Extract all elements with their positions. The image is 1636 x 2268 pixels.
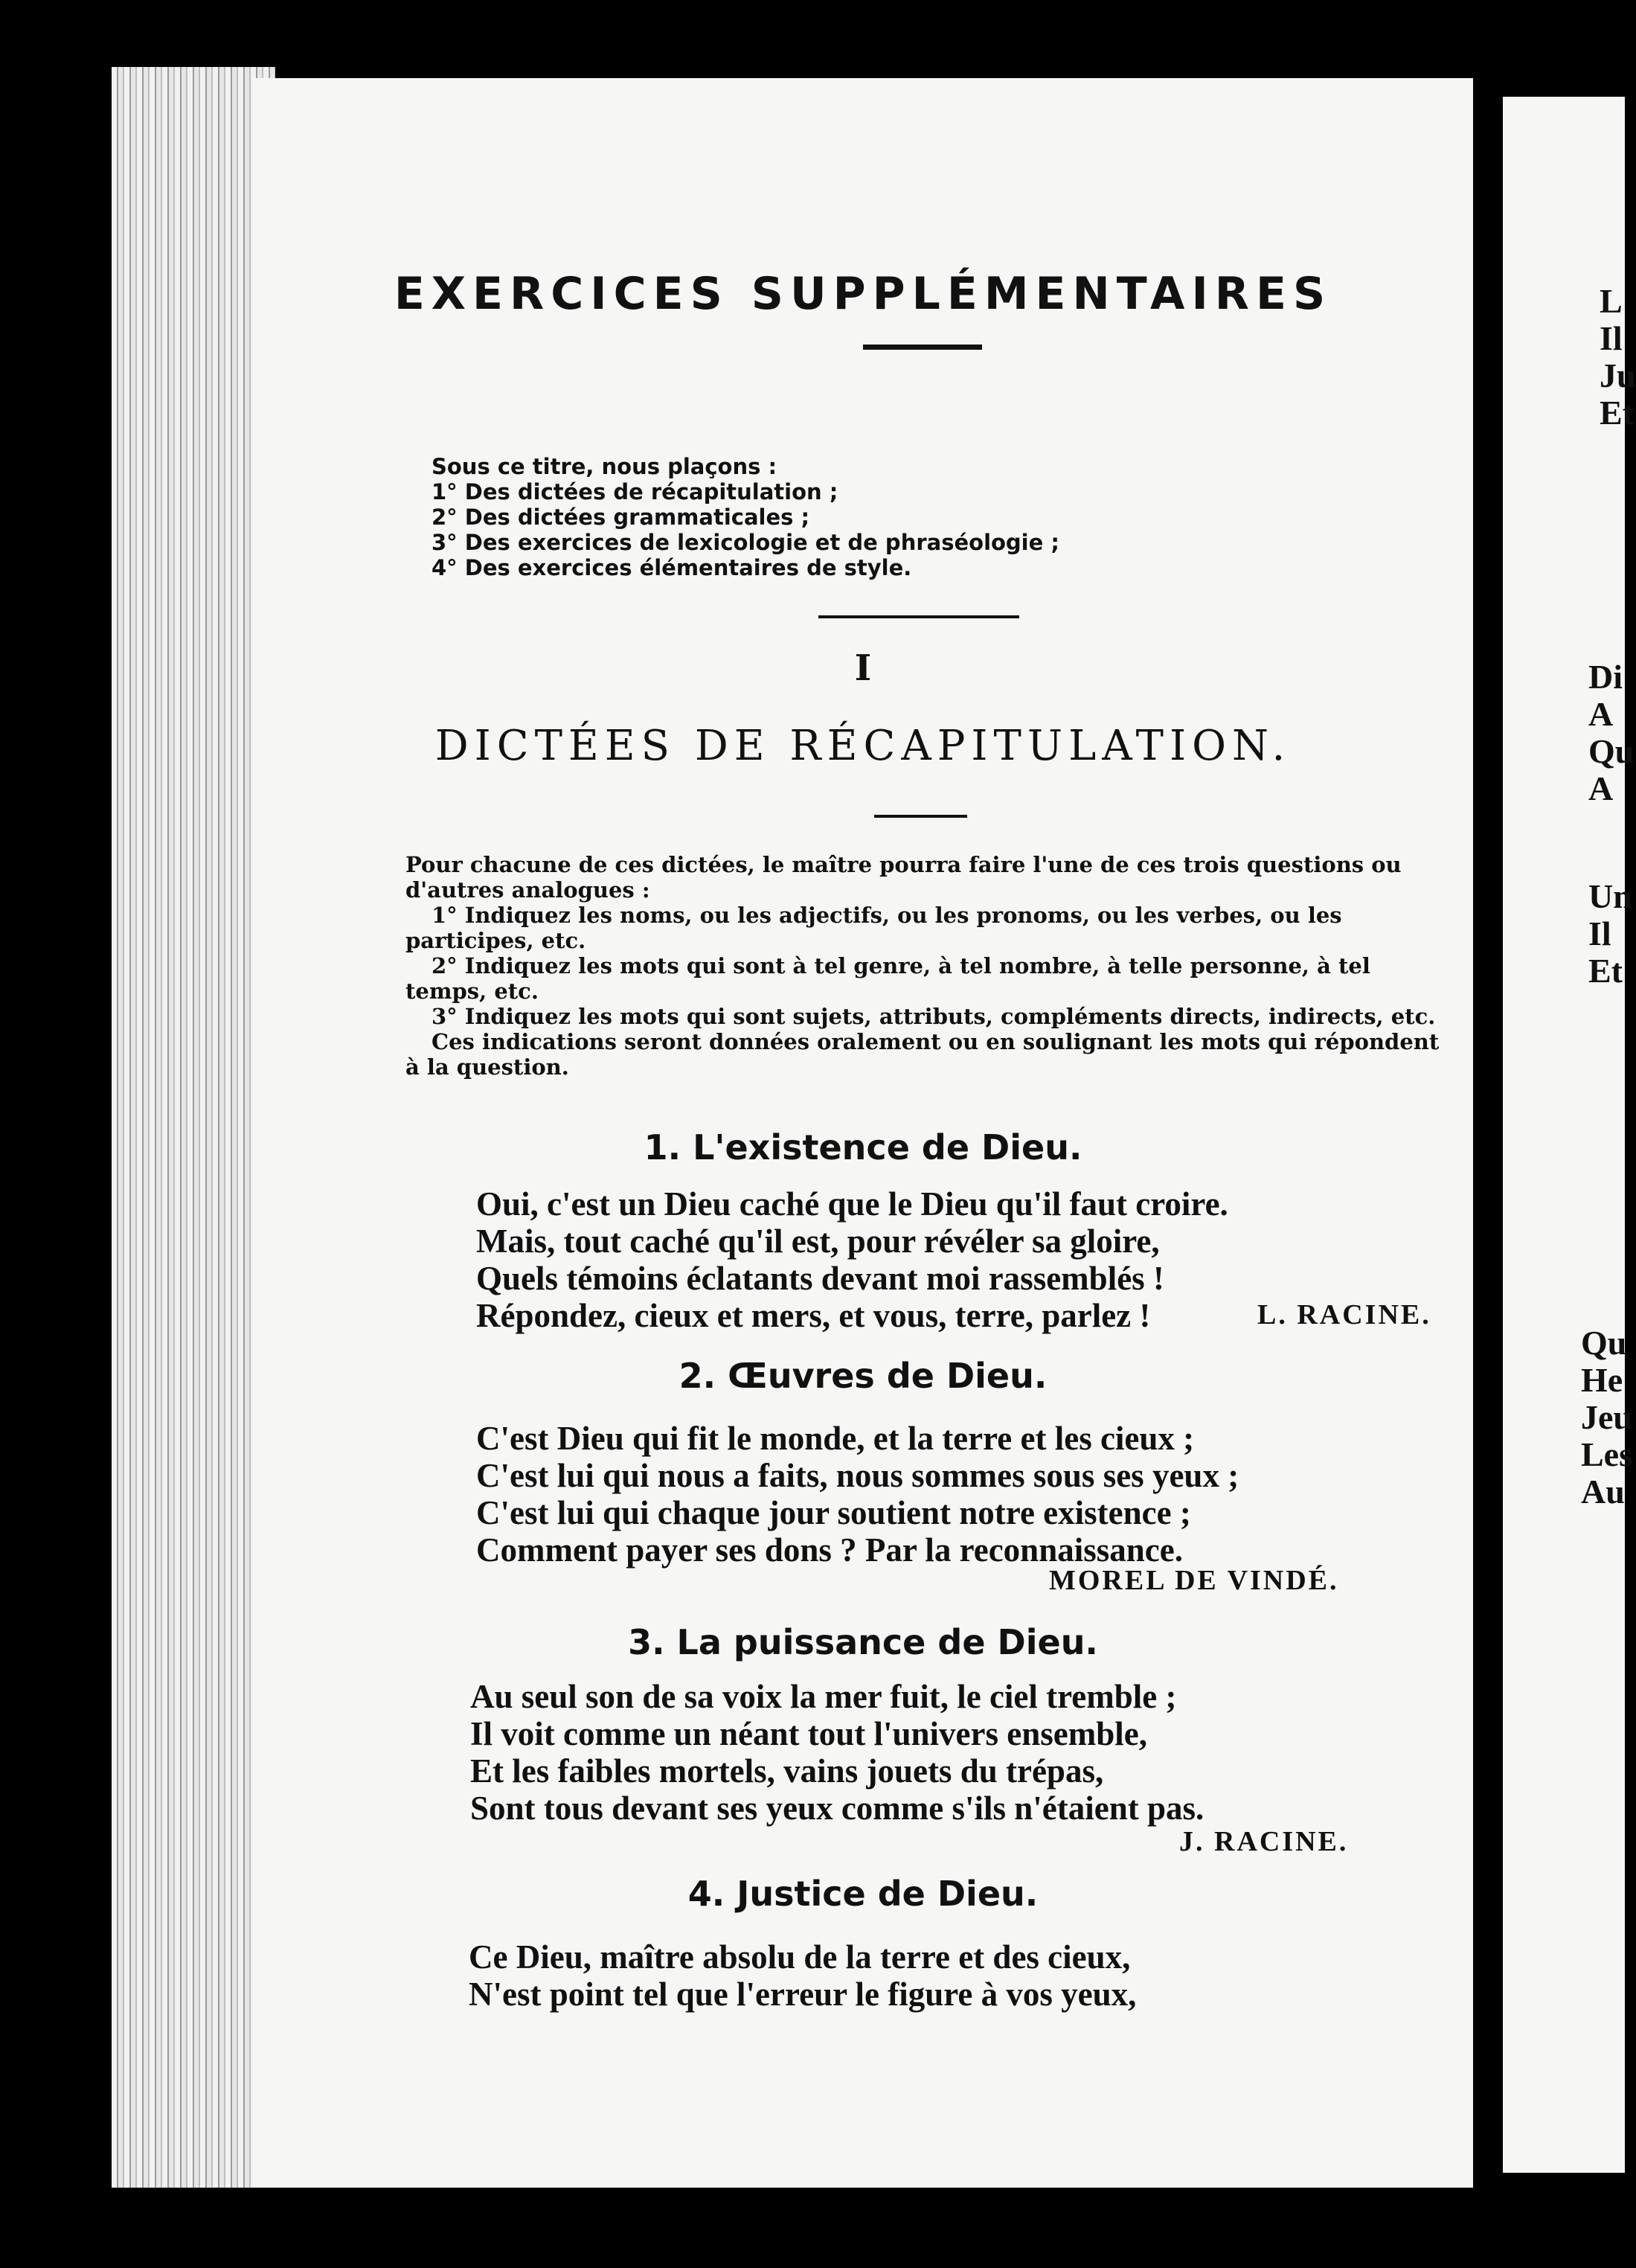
book-page-edges <box>112 67 275 2188</box>
poem-author: L. RACINE. <box>1257 1299 1431 1330</box>
fragment-line: Un <box>1588 877 1632 915</box>
note-item: 1° Indiquez les noms, ou les adjectifs, ou les pronoms, ou les verbes, ou les participes, etc. <box>405 903 1342 953</box>
verse-line: Oui, c'est un Dieu caché que le Dieu qu'il faut croire. <box>476 1185 1228 1223</box>
poem-title: 4. Justice de Dieu. <box>687 1874 1039 1914</box>
fragment-line: Il <box>1588 914 1611 952</box>
verse-line: Et les faibles mortels, vains jouets du trépas, <box>470 1752 1104 1790</box>
verse-line: Au seul son de sa voix la mer fuit, le ciel tremble ; <box>470 1678 1177 1715</box>
poem-title: 3. La puissance de Dieu. <box>628 1622 1098 1662</box>
intro-line: 4° Des exercices élémentaires de style. <box>432 555 912 580</box>
intro-line: 1° Des dictées de récapitulation ; <box>432 479 838 504</box>
intro-line: Sous ce titre, nous plaçons : <box>432 454 777 479</box>
fragment-line: Les <box>1581 1435 1632 1473</box>
fragment-line: Et <box>1588 952 1623 990</box>
poem-verses <box>476 1185 1228 1334</box>
fragment-line: He <box>1581 1361 1623 1399</box>
note-item: 2° Indiquez les mots qui sont à tel genre, à tel nombre, à telle personne, à tel temps, etc. <box>405 953 1370 1004</box>
verse-line: C'est lui qui nous a faits, nous sommes sous ses yeux ; <box>476 1457 1239 1494</box>
section-divider <box>874 815 967 818</box>
poem-verses <box>469 1938 1136 2013</box>
note-closing: Ces indications seront données oralement ou en soulignant les mots qui répondent à la question. <box>405 1029 1440 1080</box>
title-divider <box>863 345 982 350</box>
verse-line: Ce Dieu, maître absolu de la terre et des cieux, <box>469 1938 1131 1976</box>
fragment-line: Ju <box>1600 356 1636 394</box>
poem-verses <box>470 1678 1204 1827</box>
page-title: EXERCICES SUPPLÉMENTAIRES <box>394 268 1332 320</box>
fragment-line: Et <box>1600 394 1634 432</box>
verse-line: Quels témoins éclatants devant moi rassemblés ! <box>476 1260 1164 1297</box>
fragment-line: L <box>1600 282 1623 320</box>
poem-title: 1. L'existence de Dieu. <box>644 1127 1082 1167</box>
fragment-line: Qu <box>1581 1324 1627 1362</box>
verse-line: Il voit comme un néant tout l'univers ensemble, <box>470 1715 1147 1752</box>
intro-line: 3° Des exercices de lexicologie et de phraséologie ; <box>432 530 1059 555</box>
section-number: I <box>854 647 872 689</box>
fragment-line: Au <box>1581 1473 1625 1511</box>
poem-verses <box>476 1420 1239 1569</box>
fragment-line: Qu <box>1588 732 1635 770</box>
poem-author: J. RACINE. <box>1179 1826 1349 1857</box>
verse-line: C'est Dieu qui fit le monde, et la terre et les cieux ; <box>476 1420 1195 1457</box>
verse-line: Sont tous devant ses yeux comme s'ils n'étaient pas. <box>470 1790 1204 1827</box>
intro-list <box>432 454 1059 580</box>
section-title: DICTÉES DE RÉCAPITULATION. <box>434 722 1292 770</box>
verse-line: Comment payer ses dons ? Par la reconnaissance. <box>476 1531 1183 1569</box>
next-page-fragment <box>1503 97 1636 2173</box>
intro-divider <box>818 615 1019 618</box>
intro-line: 2° Des dictées grammaticales ; <box>432 504 810 530</box>
book-page <box>253 78 1473 2188</box>
fragment-line: Il <box>1600 319 1623 357</box>
verse-line: C'est lui qui chaque jour soutient notre existence ; <box>476 1494 1191 1531</box>
fragment-line: Jeu <box>1581 1398 1632 1436</box>
note-item: 3° Indiquez les mots qui sont sujets, attributs, compléments directs, indirects, etc. <box>432 1004 1436 1029</box>
fragment-line: A <box>1588 695 1614 733</box>
note-opening: Pour chacune de ces dictées, le maître pourra faire l'une de ces trois questions ou d'autres analogues : <box>405 852 1402 903</box>
fragment-line: Di <box>1588 658 1623 696</box>
instructions-note <box>405 852 1440 1080</box>
verse-line: Répondez, cieux et mers, et vous, terre, parlez ! <box>476 1297 1151 1334</box>
poem-author: MOREL DE VINDÉ. <box>1049 1565 1339 1596</box>
verse-line: Mais, tout caché qu'il est, pour révéler sa gloire, <box>476 1223 1160 1260</box>
fragment-line: A <box>1588 769 1614 807</box>
verse-line: N'est point tel que l'erreur le figure à vos yeux, <box>469 1976 1137 2013</box>
poem-title: 2. Œuvres de Dieu. <box>679 1356 1048 1396</box>
